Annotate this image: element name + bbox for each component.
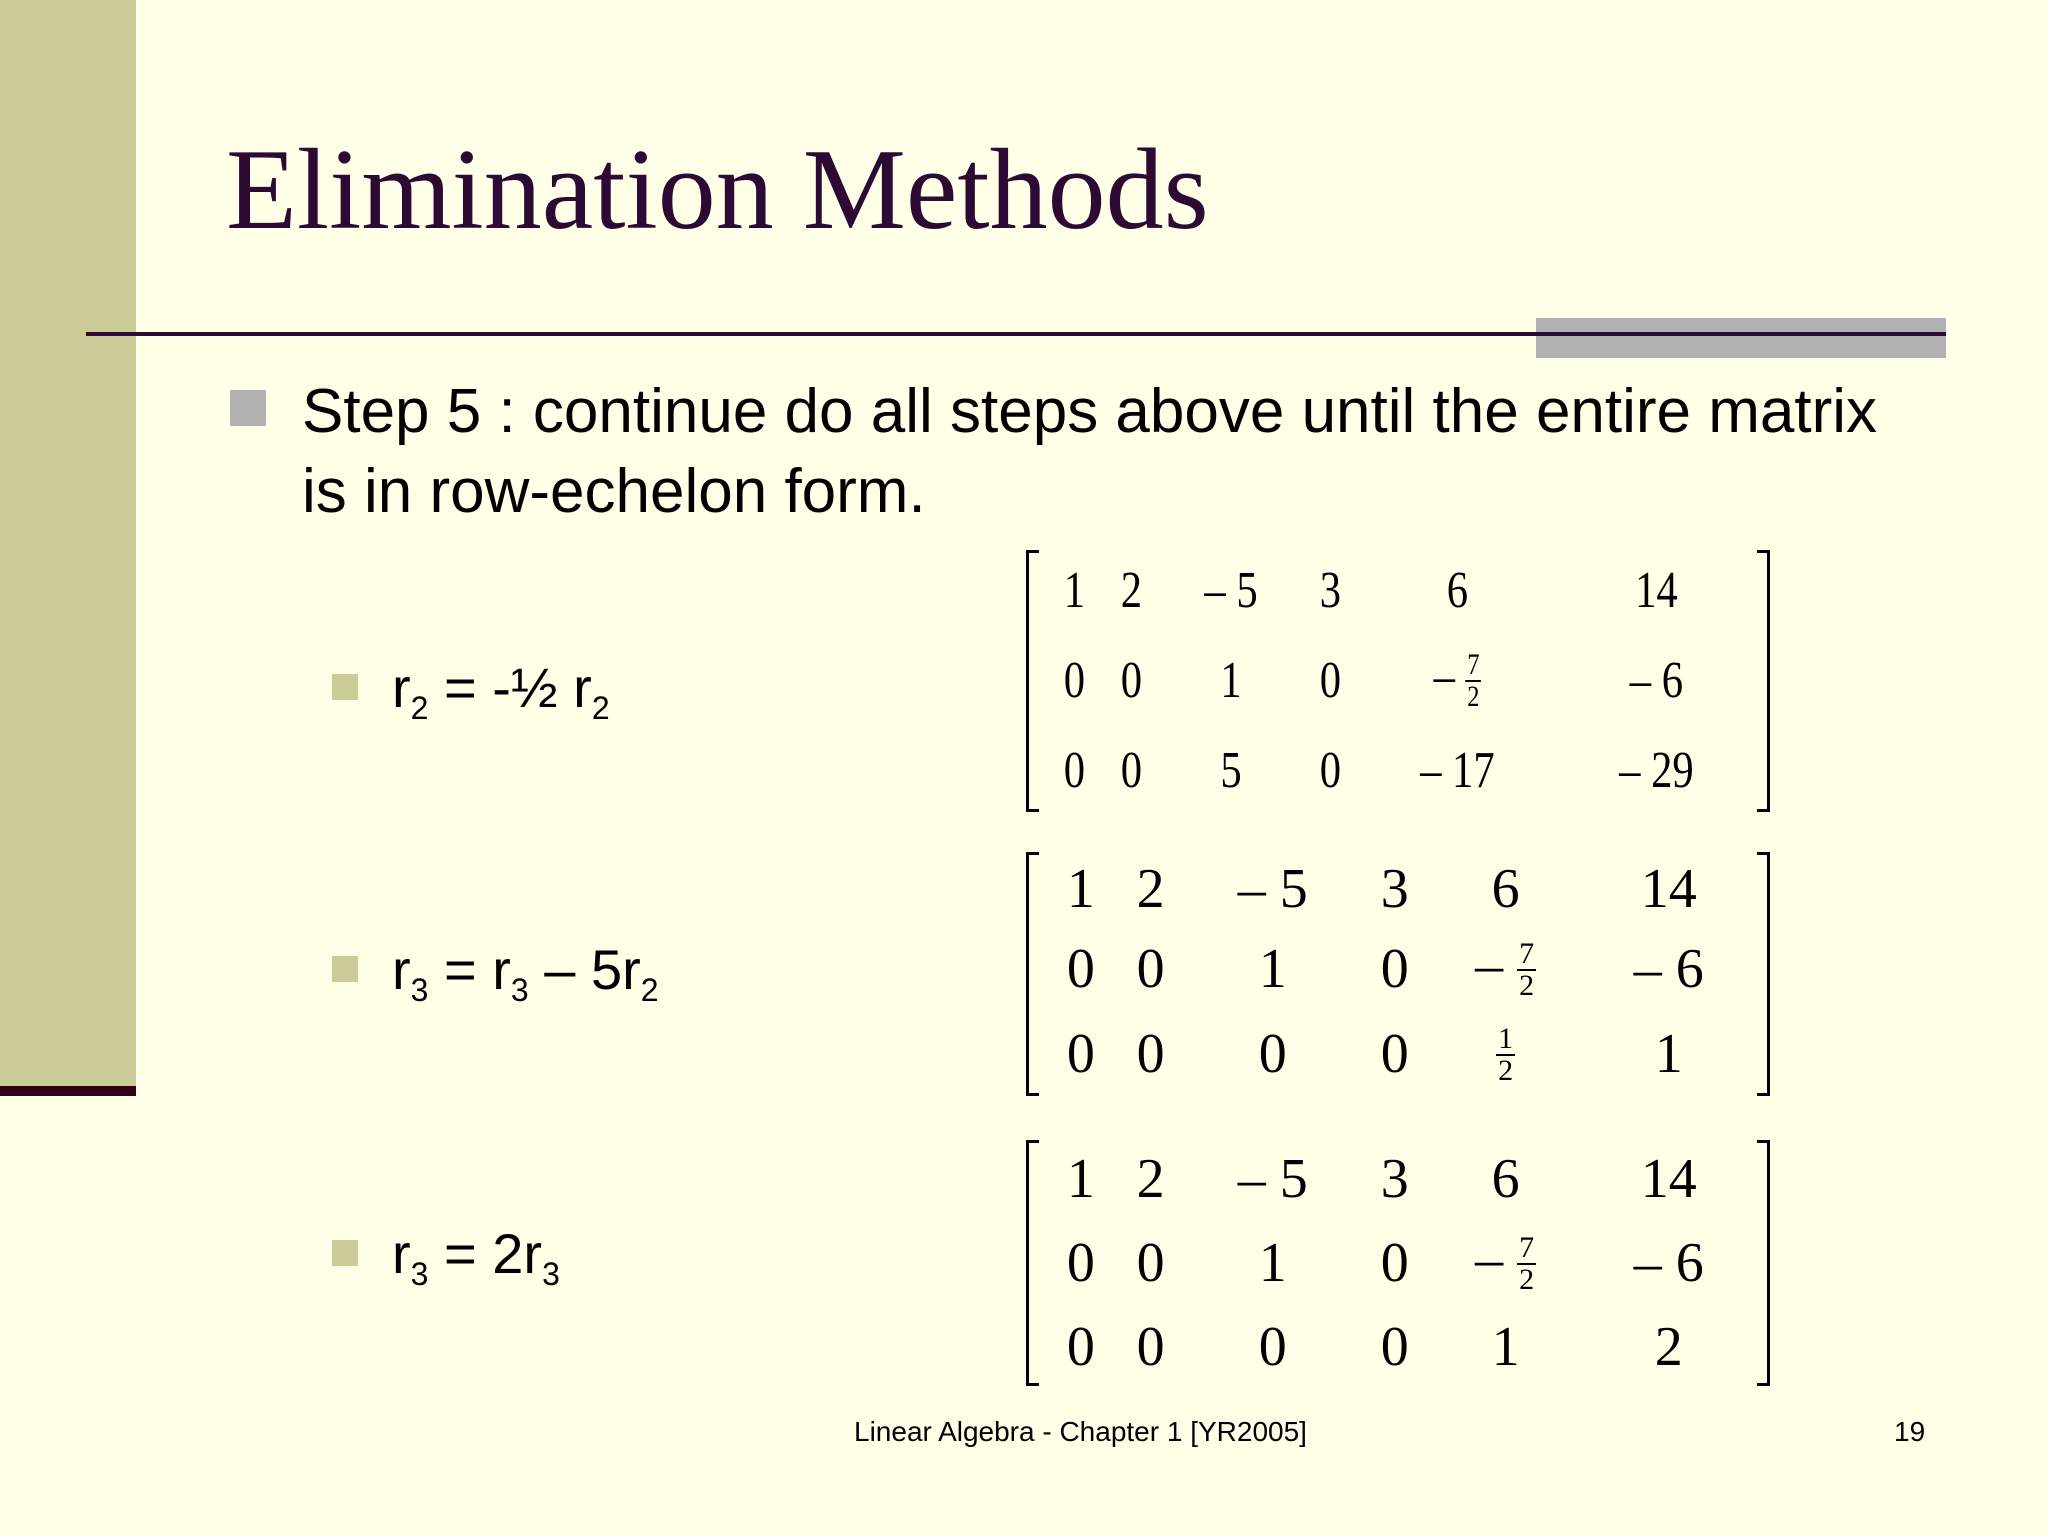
matrix-cell: 1 [1066,1148,1095,1211]
matrix-grid [1046,1140,1756,1386]
matrix-cell: 0 [1380,1231,1409,1294]
sidebar-panel [0,0,136,1090]
row-operation-1: $r_2$ = -½ $r_2$ [392,656,610,726]
matrix-cell: 0 [1066,937,1095,1000]
right-bracket [1757,1140,1770,1386]
row-operation-3: $r_3 = 2r_3$ [392,1222,560,1292]
matrix-cell: 0 [1120,651,1142,709]
matrix-row [1046,926,1756,1011]
matrix-cell: – 6 [1633,937,1704,1000]
matrix-cell: 0 [1066,1315,1095,1378]
matrix-cell: – 6 [1629,651,1684,709]
matrix-cell: 0 [1258,1315,1287,1378]
matrix-cell: 0 [1380,1315,1409,1378]
matrix-2 [1026,852,1770,1096]
sub-bullet-icon [332,956,358,982]
matrix-cell: 1 [1258,1231,1287,1294]
matrix-1 [1026,550,1770,812]
matrix-cell: 0 [1066,1022,1095,1085]
matrix-cell: 5 [1219,741,1242,799]
matrix-cell: $\frac{1}{2}$ [1498,1021,1514,1087]
matrix-cell: 0 [1066,1231,1095,1294]
matrix-cell: 0 [1136,1022,1165,1085]
left-bracket [1026,1140,1039,1386]
matrix-cell: 2 [1654,1315,1683,1378]
matrix-cell: 2 [1136,858,1165,921]
matrix-cell: – 29 [1619,741,1694,799]
matrix-grid [1046,852,1756,1096]
matrix-cell: 6 [1447,562,1469,620]
matrix-cell: 0 [1319,651,1341,709]
matrix-row [1046,550,1756,632]
matrix-cell: 0 [1319,741,1341,799]
matrix-cell: – 5 [1203,562,1258,620]
matrix-cell: 1 [1063,562,1086,620]
matrix-cell: 14 [1635,562,1678,620]
matrix-row [1046,852,1756,926]
sub-bullet-icon [332,674,358,700]
slide-title: Elimination Methods [226,126,1209,254]
matrix-cell: – $\frac{7}{2}$ [1434,647,1480,713]
matrix-cell: 0 [1063,741,1086,799]
row-operation-2: $r_3 = r_3 - 5r_2$ [392,938,659,1008]
matrix-cell: – 5 [1237,1148,1308,1211]
title-divider-overlay [1536,332,1946,336]
left-bracket [1026,852,1039,1096]
right-bracket [1757,852,1770,1096]
matrix-cell: 1 [1066,858,1095,921]
title-accent-block [1536,318,1946,358]
matrix-cell: 0 [1136,1315,1165,1378]
matrix-row [1046,1308,1756,1386]
matrix-cell: 0 [1136,1231,1165,1294]
matrix-row [1046,730,1756,812]
matrix-cell: 2 [1136,1148,1165,1211]
matrix-cell: 2 [1120,562,1142,620]
matrix-cell: 3 [1380,1148,1409,1211]
matrix-cell: – 17 [1420,741,1496,799]
matrix-cell: 0 [1136,937,1165,1000]
matrix-3 [1026,1140,1770,1386]
matrix-row [1046,1011,1756,1096]
matrix-row [1046,1140,1756,1218]
sub-bullet-icon [332,1240,358,1266]
matrix-cell: – $\frac{7}{2}$ [1475,1227,1535,1297]
step-description: Step 5 : continue do all steps above until the entire matrix is in row-echelon form. [302,377,1878,526]
matrix-cell: 0 [1120,741,1142,799]
matrix-cell: 1 [1654,1022,1683,1085]
matrix-cell: 14 [1640,858,1697,921]
matrix-cell: 3 [1319,562,1341,620]
matrix-grid [1046,550,1756,812]
matrix-cell: 14 [1640,1148,1697,1211]
matrix-cell: 1 [1219,651,1242,709]
matrix-cell: 3 [1380,858,1409,921]
matrix-cell: 6 [1491,1148,1520,1211]
right-bracket [1757,550,1770,812]
matrix-cell: 6 [1491,858,1520,921]
matrix-cell: 0 [1258,1022,1287,1085]
matrix-cell: – 5 [1237,858,1308,921]
sidebar-underline [0,1086,136,1096]
matrix-cell: – $\frac{7}{2}$ [1475,933,1535,1002]
matrix-cell: 1 [1491,1315,1520,1378]
slide-footer: Linear Algebra - Chapter 1 [YR2005] [854,1416,1307,1447]
matrix-cell: 0 [1063,651,1086,709]
matrix-cell: 1 [1258,937,1287,1000]
bullet-square-icon [230,390,266,426]
page-number: 19 [1894,1416,1926,1447]
matrix-cell: 0 [1380,1022,1409,1085]
matrix-row [1046,632,1756,730]
left-bracket [1026,550,1039,812]
matrix-cell: 0 [1380,937,1409,1000]
matrix-row [1046,1218,1756,1308]
matrix-cell: – 6 [1633,1231,1704,1294]
